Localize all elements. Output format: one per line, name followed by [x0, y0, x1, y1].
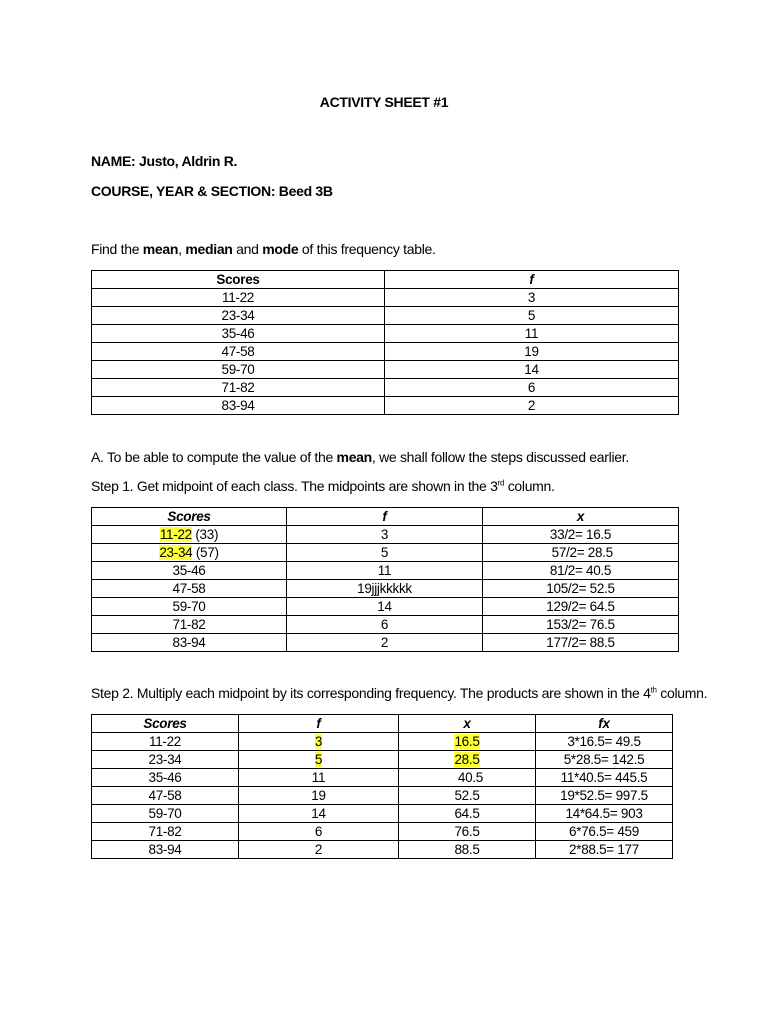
header-f: f	[239, 715, 399, 733]
score-range: 47-58	[172, 580, 206, 596]
midpoint-cell: 177/2= 88.5	[483, 634, 679, 652]
table-row	[92, 325, 679, 343]
header-f: f	[385, 271, 679, 289]
header-f: f	[287, 508, 483, 526]
table-header-row	[92, 508, 679, 526]
score-cell: 11-22	[92, 733, 239, 751]
step1-part: column.	[504, 478, 555, 494]
frequency-cell: 6	[385, 379, 679, 397]
product-cell: 11*40.5= 445.5	[536, 769, 673, 787]
frequency-cell: 19	[385, 343, 679, 361]
score-cell: 71-82	[92, 379, 385, 397]
score-range: 59-70	[172, 598, 206, 614]
midpoint-cell: 81/2= 40.5	[483, 562, 679, 580]
page-title: ACTIVITY SHEET #1	[319, 94, 449, 110]
table-row	[92, 289, 679, 307]
header-x: x	[483, 508, 679, 526]
product-cell: 6*76.5= 459	[536, 823, 673, 841]
header-scores: Scores	[92, 715, 239, 733]
product-cell: 2*88.5= 177	[536, 841, 673, 859]
section-a-part: , we shall follow the steps discussed earlier.	[371, 449, 629, 465]
midpoint-value: 16.5	[454, 733, 480, 749]
instruction-part: of this frequency table.	[298, 241, 436, 257]
instruction-part: Find the	[91, 241, 143, 257]
midpoint-cell: 129/2= 64.5	[483, 598, 679, 616]
table-row	[92, 634, 679, 652]
midpoint-cell: 105/2= 52.5	[483, 580, 679, 598]
score-sum: (33)	[191, 526, 219, 542]
instruction-median: median	[185, 241, 233, 257]
table-row	[92, 823, 673, 841]
midpoint-table	[91, 507, 679, 652]
course-year-section: COURSE, YEAR & SECTION: Beed 3B	[91, 183, 333, 199]
table-row	[92, 751, 673, 769]
frequency-cell: 14	[287, 598, 483, 616]
frequency-cell: 6	[287, 616, 483, 634]
score-cell: 83-94	[92, 397, 385, 415]
section-a-mean: mean	[336, 449, 372, 465]
frequency-value: 14	[311, 805, 326, 821]
table-row	[92, 379, 679, 397]
frequency-cell: 2	[385, 397, 679, 415]
score-cell: 83-94	[92, 841, 239, 859]
section-a-part: A. To be able to compute the value of the	[91, 449, 337, 465]
midpoint-cell	[399, 787, 536, 805]
score-cell	[92, 526, 287, 544]
frequency-value: 5	[314, 751, 323, 767]
score-cell	[92, 634, 287, 652]
score-range: 71-82	[172, 616, 206, 632]
step1-part: Step 1. Get midpoint of each class. The midpoints are shown in the 3	[91, 478, 498, 494]
score-range: 23-34	[159, 544, 193, 560]
table-row	[92, 343, 679, 361]
frequency-cell	[239, 823, 399, 841]
midpoint-cell	[399, 733, 536, 751]
frequency-cell	[239, 805, 399, 823]
product-cell: 3*16.5= 49.5	[536, 733, 673, 751]
step2-text	[91, 685, 707, 701]
frequency-cell: 2	[287, 634, 483, 652]
midpoint-value: 40.5	[451, 769, 483, 785]
score-cell: 47-58	[92, 343, 385, 361]
frequency-cell	[239, 751, 399, 769]
frequency-value: 6	[314, 823, 323, 839]
score-cell: 47-58	[92, 787, 239, 805]
product-cell: 14*64.5= 903	[536, 805, 673, 823]
score-cell: 59-70	[92, 361, 385, 379]
frequency-cell	[239, 787, 399, 805]
frequency-cell: 14	[385, 361, 679, 379]
step1-text	[91, 478, 555, 494]
table-row	[92, 598, 679, 616]
section-a-text	[91, 449, 629, 465]
table-row	[92, 562, 679, 580]
instruction-part: ,	[178, 241, 186, 257]
instruction-mean: mean	[142, 241, 179, 257]
midpoint-cell	[399, 751, 536, 769]
frequency-value: 3	[314, 733, 323, 749]
table-row	[92, 361, 679, 379]
student-name: NAME: Justo, Aldrin R.	[91, 153, 238, 169]
table-row	[92, 397, 679, 415]
instruction-mode: mode	[262, 241, 299, 257]
table-row	[92, 805, 673, 823]
score-cell: 71-82	[92, 823, 239, 841]
midpoint-cell: 57/2= 28.5	[483, 544, 679, 562]
product-cell: 5*28.5= 142.5	[536, 751, 673, 769]
midpoint-value: 28.5	[454, 751, 480, 767]
table-row	[92, 544, 679, 562]
score-cell: 23-34	[92, 751, 239, 769]
step1-sup: rd	[497, 478, 505, 488]
table-row	[92, 526, 679, 544]
midpoint-cell	[399, 769, 536, 787]
frequency-table	[91, 270, 679, 415]
score-cell: 35-46	[92, 769, 239, 787]
frequency-value: 19	[311, 787, 326, 803]
frequency-value: 11	[311, 769, 326, 785]
score-range: 35-46	[172, 562, 206, 578]
frequency-cell: 19jjjkkkkk	[287, 580, 483, 598]
table-row	[92, 580, 679, 598]
product-cell: 19*52.5= 997.5	[536, 787, 673, 805]
table-row	[92, 616, 679, 634]
frequency-cell: 11	[385, 325, 679, 343]
frequency-cell	[239, 769, 399, 787]
instruction-part: and	[232, 241, 263, 257]
frequency-cell	[239, 841, 399, 859]
score-cell	[92, 580, 287, 598]
midpoint-value: 88.5	[454, 841, 480, 857]
step2-sup: th	[650, 685, 657, 695]
score-range: 83-94	[172, 634, 206, 650]
score-sum: (57)	[192, 544, 219, 560]
step2-part: Step 2. Multiply each midpoint by its corresponding frequency. The products are shown in the 4	[91, 685, 651, 701]
table-row	[92, 307, 679, 325]
midpoint-cell	[399, 805, 536, 823]
table-header-row	[92, 271, 679, 289]
step2-part: column.	[656, 685, 708, 701]
score-cell	[92, 544, 287, 562]
table-row	[92, 787, 673, 805]
score-cell: 59-70	[92, 805, 239, 823]
midpoint-value: 52.5	[454, 787, 480, 803]
midpoint-value: 76.5	[454, 823, 480, 839]
frequency-cell	[239, 733, 399, 751]
frequency-cell: 5	[287, 544, 483, 562]
score-cell	[92, 616, 287, 634]
product-table	[91, 714, 673, 859]
frequency-cell: 11	[287, 562, 483, 580]
score-cell: 23-34	[92, 307, 385, 325]
score-cell	[92, 598, 287, 616]
score-cell: 11-22	[92, 289, 385, 307]
frequency-cell: 3	[287, 526, 483, 544]
table-row	[92, 733, 673, 751]
frequency-value: 2	[314, 841, 323, 857]
header-scores: Scores	[92, 271, 385, 289]
score-cell: 35-46	[92, 325, 385, 343]
header-x: x	[399, 715, 536, 733]
frequency-cell: 5	[385, 307, 679, 325]
midpoint-value: 64.5	[454, 805, 480, 821]
frequency-cell: 3	[385, 289, 679, 307]
instruction-text	[91, 241, 436, 257]
table-row	[92, 769, 673, 787]
table-row	[92, 841, 673, 859]
header-fx: fx	[536, 715, 673, 733]
midpoint-cell: 153/2= 76.5	[483, 616, 679, 634]
score-range: 11-22	[159, 526, 192, 542]
table-header-row	[92, 715, 673, 733]
midpoint-cell	[399, 841, 536, 859]
header-scores: Scores	[92, 508, 287, 526]
midpoint-cell: 33/2= 16.5	[483, 526, 679, 544]
score-cell	[92, 562, 287, 580]
midpoint-cell	[399, 823, 536, 841]
